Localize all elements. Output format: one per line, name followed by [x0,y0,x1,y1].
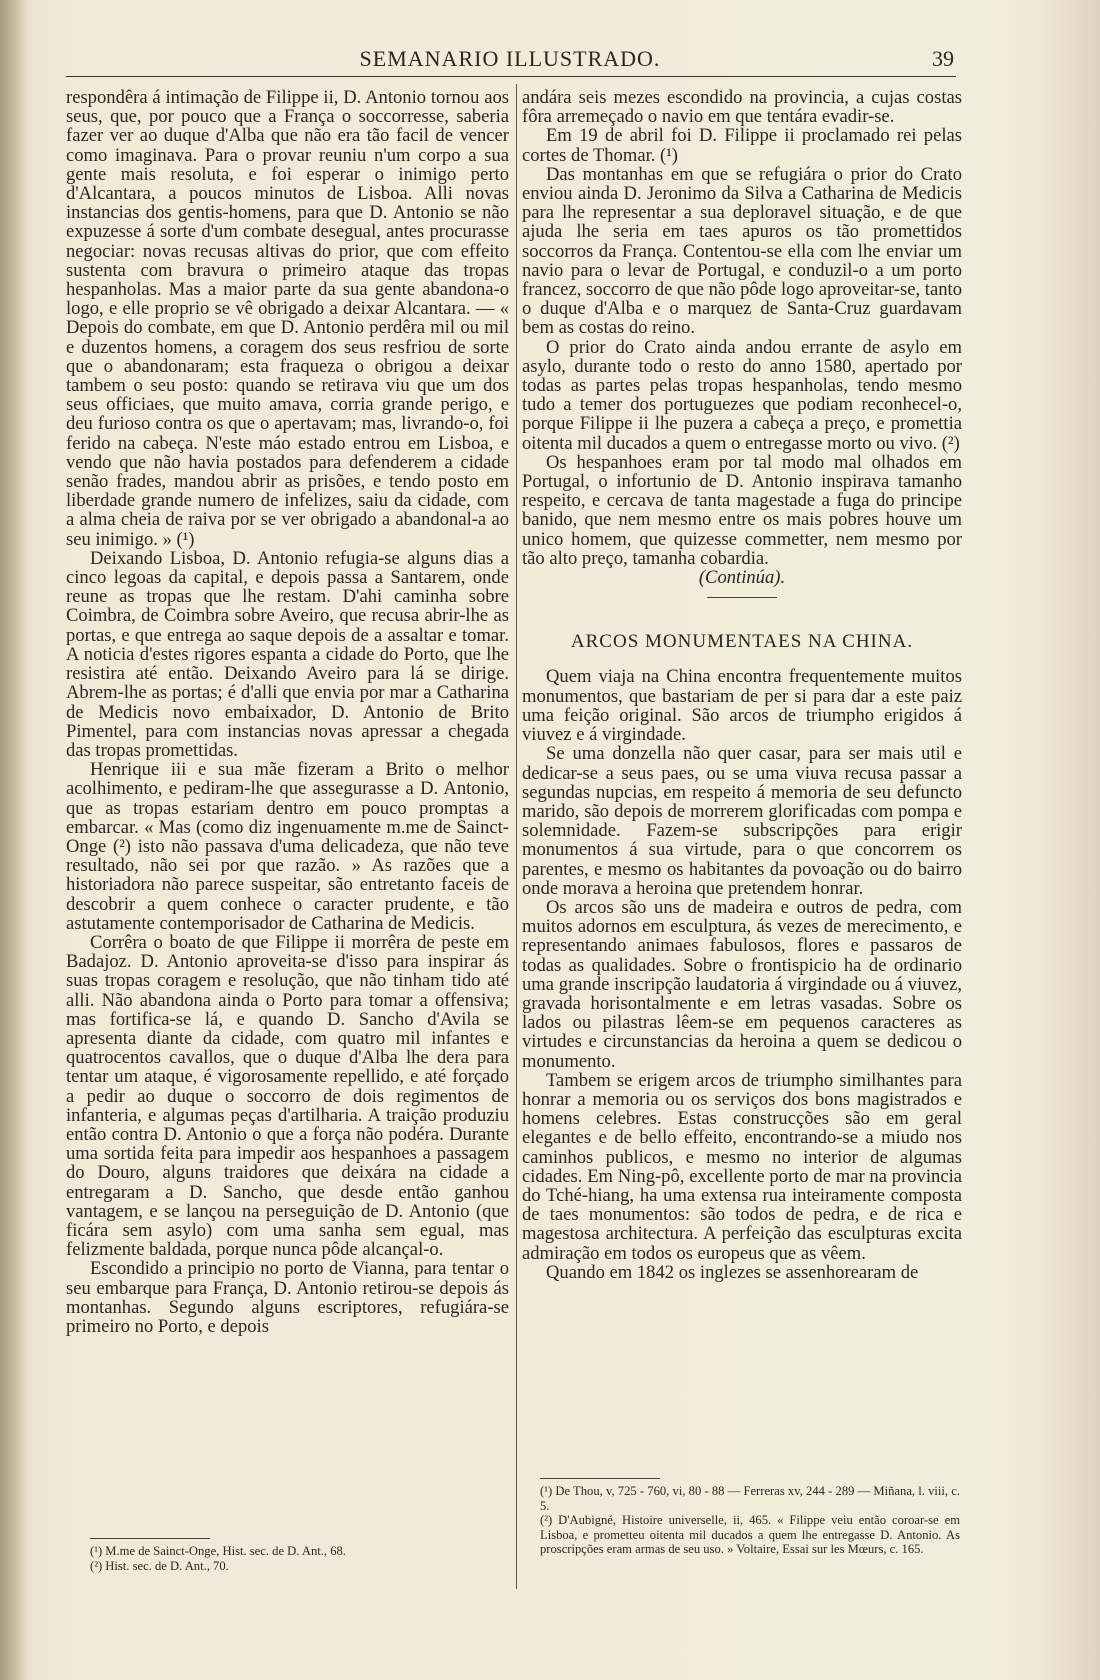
page-number: 39 [932,46,954,71]
section-paragraph: Os arcos são uns de madeira e outros de pedra, com muitos adornos em esculptura, ás vezes de merecimento, e representando animaes fabulosos, flores e passaros de todas as qualidades. Sobre o frontispicio ha de ordinario uma grande inscripção laudatoria á virgindade ou á viuvez, gravada horisontalmente e em letras vasadas. Sobre os lados ou pilastras lêem-se em pequenos caracteres as virtudes e circunstancias da heroina a quem se dedicou o monumento. [522,896,962,1072]
page-edge-tint [1040,0,1100,1680]
right-column [522,88,962,1282]
section-separator [707,597,777,598]
left-paragraph: Corrêra o boato de que Filippe ii morrêra de peste em Badajoz. D. Antonio aproveita-se d'isso para inspirar ás suas tropas coragem e resolução, que não tinham tido até alli. Não abandona ainda o Porto para tomar a offensiva; mas fortifica-se lá, e quando D. Sancho d'Avila se apresenta diante da cidade, com quatro mil infantes e quatrocentos cavallos, que o duque d'Alba lhe dera para tentar um ataque, é vigorosamente repellido, e até forçado a pedir ao duque o soccorro de dois regimentos de infanteria, e algumas peças d'artilharia. A traição produziu então contra D. Antonio o que a força não podéra. Durante uma sortida feita para impedir aos hespanhoes a passagem do Douro, alguns traidores que deixára na cidade a entregaram a D. Sancho, que desde então ganhou vantagem, e se lançou na perseguição de D. Antonio (que ficára sem asylo) com uma sanha sem egual, mas felizmente baldada, porque nunca pôde alcançal-o. [66,931,509,1261]
continua-note: (Continúa). [698,567,786,589]
footnote: (¹) De Thou, v, 725 - 760, vi, 80 - 88 — Ferreras xv, 244 - 289 — Miñana, l. viii, c. 5. [540,1484,960,1513]
section-title: ARCOS MONUMENTAES NA CHINA. [570,631,914,653]
right-paragraph: andára seis mezes escondido na provincia, a cujas costas fôra arremeçado o navio em que tentára evadir-se. [522,87,962,128]
right-footnote-rule [540,1478,660,1479]
left-paragraph: respondêra á intimação de Filippe ii, D. Antonio tornou aos seus, que, por pouco que a França o soccorresse, saberia fazer ver ao duque d'Alba que não era tão facil de vencer como imaginava. Para o provar reuniu n'um corpo a sua gente mais resoluta, e foi esperar o inimigo perto d'Alcantara, a poucos minutos de Lisboa. Alli novas instancias dos gentis-homens, para que D. Antonio se não expuzesse á sorte d'um combate desegual, antes procurasse negociar: novas recusas altivas do prior, que com effeito sustenta com bravura o primeiro ataque das tropas hespanholas. Mas a maior parte da sua gente abandona-o logo, e elle proprio se vê obrigado a deixar Alcantara. — « Depois do combate, em que D. Antonio perdêra mil ou mil e duzentos homens, a coragem dos seus resfriou de sorte que o abandonaram; esta fraqueza o obrigou a deixar tambem o seu posto: quando se retirava viu que um dos seus officiaes, que muito amava, corria grande perigo, e deu furioso contra os que o apertavam; mas, livrando-o, foi ferido na cabeça. N'este máo estado entrou em Lisboa, e vendo que não havia postados para defenderem a cidade senão frades, mandou abrir as prisões, e tendo posto em liberdade grande numero de infelizes, saiu da cidade, com a alma cheia de raiva por se ver obrigado a abandonal-a ao seu inimigo. » (¹) [66,87,509,550]
footnote: (²) Hist. sec. de D. Ant., 70. [90,1558,229,1573]
section-paragraph: Se uma donzella não quer casar, para ser mais util e dedicar-se a seus paes, ou se uma viuva recusa passar a segundas nupcias, em respeito á memoria de seu defuncto marido, são depois de morrerem glorificadas com pompa e solemnidade. Fazem-se subscripções para erigir monumentos á sua virtude, para o que concorrem os parentes, e mesmo os habitantes da povoação ou do bairro onde morava a heroina que pretendem honrar. [522,743,962,899]
binding-shadow [0,0,28,1680]
left-footnotes [90,1544,500,1573]
left-column [66,88,509,1336]
footnote: (²) D'Aubigné, Histoire universelle, ii, 465. « Filippe veiu então coroar-se em Lisboa, e prometteu oitenta mil ducados a quem lhe entregasse D. Antonio. As proscripções eram armas de seu uso. » Voltaire, Essai sur les Mœurs, c. 165. [540,1513,960,1556]
right-paragraph: Das montanhas em que se refugiára o prior do Crato enviou ainda D. Jeronimo da Silva a Catharina de Medicis para lhe representar a sua deploravel situação, e de que ajuda lhe seria em taes apuros os tão promettidos soccorros da França. Contentou-se ella com lhe enviar um navio para o levar de Portugal, e conduzil-o a um porto francez, soccorro de que não pôde logo aproveitar-se, tanto o duque d'Alba e o marquez de Santa-Cruz guardavam bem as costas do reino. [522,163,962,339]
right-paragraph: Os hespanhoes eram por tal modo mal olhados em Portugal, o infortunio de D. Antonio inspirava tamanho respeito, e cercava de tanta magestade a fuga do principe banido, que nem mesmo entre os mais pobres houve um unico homem, que quizesse commetter, nem mesmo por tão alto preço, tamanha cobardia. [522,451,962,569]
right-paragraph: Em 19 de abril foi D. Filippe ii proclamado rei pelas cortes de Thomar. (¹) [522,125,962,166]
section-paragraph: Tambem se erigem arcos de triumpho similhantes para honrar a memoria ou os serviços dos bons magistrados e homens celebres. Estas construcções são em geral elegantes e de bello effeito, encontrando-se a miudo nos caminhos publicos, e mesmo no interior de algumas cidades. Em Ning-pô, excellente porto de mar na provincia do Tché-hiang, ha uma extensa rua inteiramente composta de taes monumentos: são todos de pedra, e de rica e magestosa architectura. A perfeição das esculpturas excita admiração em todos os europeus que as vêem. [522,1069,962,1264]
left-paragraph: Deixando Lisboa, D. Antonio refugia-se alguns dias a cinco legoas da capital, e depois passa a Santarem, onde reune as tropas que lhe restam. D'ahi caminha sobre Coimbra, de Coimbra sobre Aveiro, que recusa abrir-lhe as portas, e que entrega ao saque depois de a assaltar e tomar. A noticia d'estes rigores espanta a cidade do Porto, que lhe resistira até então. Deixando Aveiro para lá se dirige. Abrem-lhe as portas; é d'alli que envia por mar a Catharina de Medicis novo embaixador, D. Antonio de Brito Pimentel, para com instancias novas apressar a chegada das tropas promettidas. [66,547,509,761]
right-footnotes [540,1484,960,1557]
section-paragraph: Quem viaja na China encontra frequentemente muitos monumentos, que bastariam de per si para dar a este paiz uma feição original. São arcos de triumpho erigidos á viuvez e á virgindade. [522,666,962,746]
column-divider [516,84,517,1589]
left-footnote-rule [90,1538,210,1539]
header-rule [66,76,956,77]
section-paragraph: Quando em 1842 os inglezes se assenhorearam de [546,1261,919,1283]
left-paragraph: Escondido a principio no porto de Vianna, para tentar o seu embarque para França, D. Antonio retirou-se depois ás montanhas. Segundo alguns escriptores, refugiára-se primeiro no Porto, e depois [66,1258,509,1337]
right-paragraph: O prior do Crato ainda andou errante de asylo em asylo, durante todo o resto do anno 1580, apertado por todas as partes pelas tropas hespanholas, tendo mesmo tudo a temer dos portuguezes que podiam reconhecel-o, porque Filippe ii lhe puzera a cabeça a preço, e promettia oitenta mil ducados a quem o entregasse morto ou vivo. (²) [522,336,962,454]
footnote: (¹) M.me de Sainct-Onge, Hist. sec. de D. Ant., 68. [90,1544,346,1558]
running-head: SEMANARIO ILLUSTRADO. [359,46,661,71]
left-paragraph: Henrique iii e sua mãe fizeram a Brito o melhor acolhimento, e pediram-lhe que assegurasse a D. Antonio, que as tropas estariam dentro em pouco promptas a embarcar. « Mas (como diz ingenuamente m.me de Sainct-Onge (²) isto não passava d'uma delicadeza, que não teve resultado, não sei por que razão. » As razões que a historiadora não parece suspeitar, são entretanto faceis de descobrir a quem conhece o caracter prudente, e tão astutamente contemporisador de Catharina de Medicis. [66,759,509,934]
